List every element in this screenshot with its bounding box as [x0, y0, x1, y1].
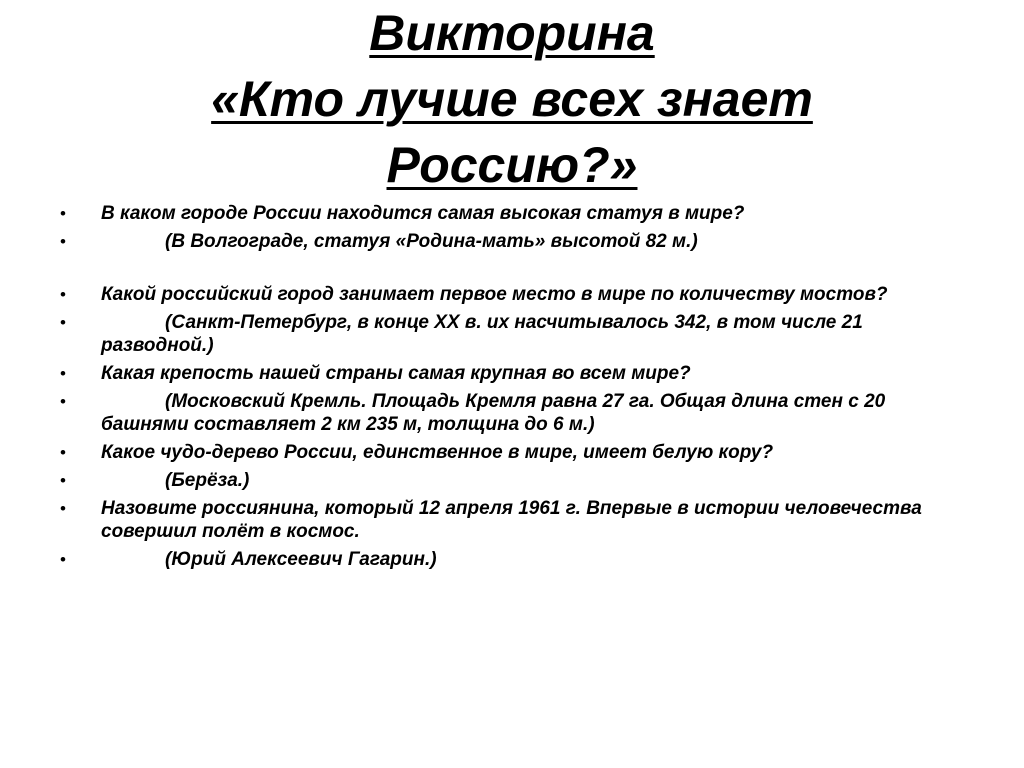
question-3 [0, 362, 1024, 385]
bullet-marker: • [60, 392, 66, 411]
title-line-1: Викторина [369, 5, 655, 61]
question-text: Какое чудо-дерево России, единственное в мире, имеет белую кору? [101, 442, 774, 463]
bullet-marker: • [60, 204, 66, 223]
answer-2 [0, 311, 1024, 357]
answer-text: (Берёза.) [165, 470, 250, 491]
title-line-3: Россию?» [386, 137, 638, 193]
title-line-2: «Кто лучше всех знает [211, 71, 813, 127]
bullet-marker: • [60, 313, 66, 332]
answer-5 [0, 548, 1024, 571]
question-5 [0, 497, 1024, 543]
bullet-marker: • [60, 471, 66, 490]
answer-1 [0, 230, 1024, 253]
question-text: Какой российский город занимает первое место в мире по количеству мостов? [101, 284, 888, 305]
quiz-list [0, 202, 1024, 576]
bullet-marker: • [60, 364, 66, 383]
answer-3 [0, 390, 1024, 436]
slide-title [0, 0, 1024, 198]
question-text: Какая крепость нашей страны самая крупная во всем мире? [101, 363, 691, 384]
question-text: В каком городе России находится самая высокая статуя в мире? [101, 203, 745, 224]
bullet-marker: • [60, 232, 66, 251]
answer-4 [0, 469, 1024, 492]
answer-text: (В Волгограде, статуя «Родина-мать» высотой 82 м.) [165, 231, 698, 252]
answer-text: (Юрий Алексеевич Гагарин.) [165, 549, 437, 570]
question-text: Назовите россиянина, который 12 апреля 1961 г. Впервые в истории человечества совершил полёт в космос. [101, 498, 922, 542]
answer-text: (Московский Кремль. Площадь Кремля равна 27 га. Общая длина стен с 20 башнями составляет 2 км 235 м, толщина до 6 м.) [101, 391, 886, 435]
question-1 [0, 202, 1024, 225]
answer-text: (Санкт-Петербург, в конце XX в. их насчитывалось 342, в том числе 21 разводной.) [101, 312, 863, 356]
bullet-marker: • [60, 550, 66, 569]
question-4 [0, 441, 1024, 464]
question-2 [0, 283, 1024, 306]
bullet-marker: • [60, 443, 66, 462]
bullet-marker: • [60, 285, 66, 304]
bullet-marker: • [60, 499, 66, 518]
